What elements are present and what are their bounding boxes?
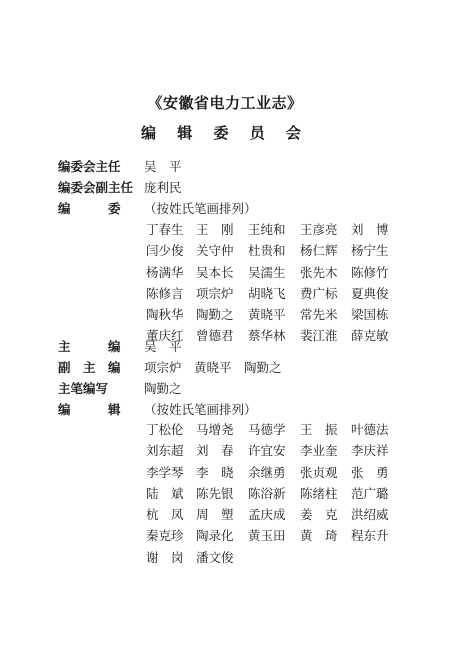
person-name: 刘 博 (351, 222, 389, 237)
entry-value: 吴 平 (144, 339, 182, 354)
person-name: 蔡华林 (248, 328, 286, 344)
person-name: 范广璐 (351, 485, 389, 501)
person-name: 洪绍威 (351, 507, 389, 523)
entry-value: （按姓氏笔画排列） (144, 402, 257, 417)
entry-label: 编委会副主任 (58, 180, 134, 195)
person-name: 杨仁辉 (300, 243, 338, 259)
person-name: 陈浴新 (248, 485, 286, 501)
person-name: 陈绪柱 (300, 485, 338, 501)
book-title: 《安徽省电力工业志》 (147, 94, 303, 112)
person-name: 马德学 (248, 422, 286, 437)
person-name: 李 晓 (196, 464, 234, 480)
person-name: 马增尧 (196, 422, 234, 437)
person-name: 叶德法 (351, 422, 389, 437)
person-name: 陆 斌 (146, 485, 184, 501)
person-name: 项宗炉 (196, 285, 234, 301)
entry-value: 吴 平 (144, 159, 182, 174)
person-name: 陶勤之 (196, 307, 234, 323)
person-name: 杨宁生 (351, 243, 389, 259)
person-name: 张 勇 (351, 464, 389, 480)
person-name: 吴濡生 (248, 264, 286, 280)
entry-label: 副 主 编 (58, 360, 121, 375)
entry-label: 编 委 (58, 201, 121, 216)
person-name: 夏典俊 (351, 285, 389, 301)
entry-value: 项宗炉 黄晓平 陶勤之 (144, 360, 282, 375)
person-name: 陈先银 (196, 485, 234, 501)
entry-label: 主 编 (58, 339, 121, 354)
person-name: 刘 春 (196, 443, 234, 459)
person-name: 常先米 (300, 307, 338, 323)
person-name: 吴本长 (196, 264, 234, 280)
entry-value: 庞利民 (144, 180, 182, 195)
person-name: 陶秋华 (146, 307, 184, 323)
person-name: 张先木 (300, 264, 338, 280)
person-name: 曾德君 (196, 328, 234, 344)
person-name: 陈修言 (146, 285, 184, 301)
person-name: 闫少俊 (146, 243, 184, 259)
person-name: 薛克敏 (351, 328, 389, 344)
person-name: 梁国栋 (351, 307, 389, 323)
person-name: 黄晓平 (248, 307, 286, 323)
person-name: 秦克珍 (146, 528, 184, 544)
person-name: 黄玉田 (248, 528, 286, 544)
person-name: 董庆红 (146, 328, 184, 344)
person-name: 余继勇 (248, 464, 286, 480)
person-name: 谢 岗 (146, 549, 184, 565)
person-name: 程东升 (351, 528, 389, 544)
person-name: 周 塑 (196, 507, 234, 523)
person-name: 刘东超 (146, 443, 184, 459)
entry-value: （按姓氏笔画排列） (144, 201, 257, 216)
committee-heading: 编 辑 委 员 会 (141, 124, 309, 142)
entry-label: 编委会主任 (58, 159, 121, 174)
entry-label: 编 辑 (58, 402, 121, 417)
person-name: 李业奎 (300, 443, 338, 459)
person-name: 王 刚 (196, 222, 234, 237)
person-name: 杨满华 (146, 264, 184, 280)
entry-label: 主笔编写 (58, 381, 109, 396)
entry-value: 陶勤之 (144, 381, 182, 396)
person-name: 丁春生 (146, 222, 184, 237)
person-name: 许宜安 (248, 443, 286, 459)
person-name: 王彦亮 (300, 222, 338, 237)
person-name: 裴江淮 (300, 328, 338, 344)
person-name: 费广标 (300, 285, 338, 301)
person-name: 王 振 (300, 422, 338, 437)
person-name: 李学琴 (146, 464, 184, 480)
person-name: 李庆祥 (351, 443, 389, 459)
person-name: 王纯和 (248, 222, 286, 237)
person-name: 关守仲 (196, 243, 234, 259)
person-name: 陶录化 (196, 528, 234, 544)
person-name: 孟庆成 (248, 507, 286, 523)
person-name: 潘文俊 (196, 549, 234, 565)
person-name: 陈修竹 (351, 264, 389, 280)
person-name: 姜 克 (300, 507, 338, 523)
person-name: 丁松伦 (146, 422, 184, 437)
person-name: 胡晓飞 (248, 285, 286, 301)
person-name: 杜贵和 (248, 243, 286, 259)
person-name: 黄 琦 (300, 528, 338, 544)
person-name: 杭 凤 (146, 507, 184, 523)
person-name: 张贞观 (300, 464, 338, 480)
